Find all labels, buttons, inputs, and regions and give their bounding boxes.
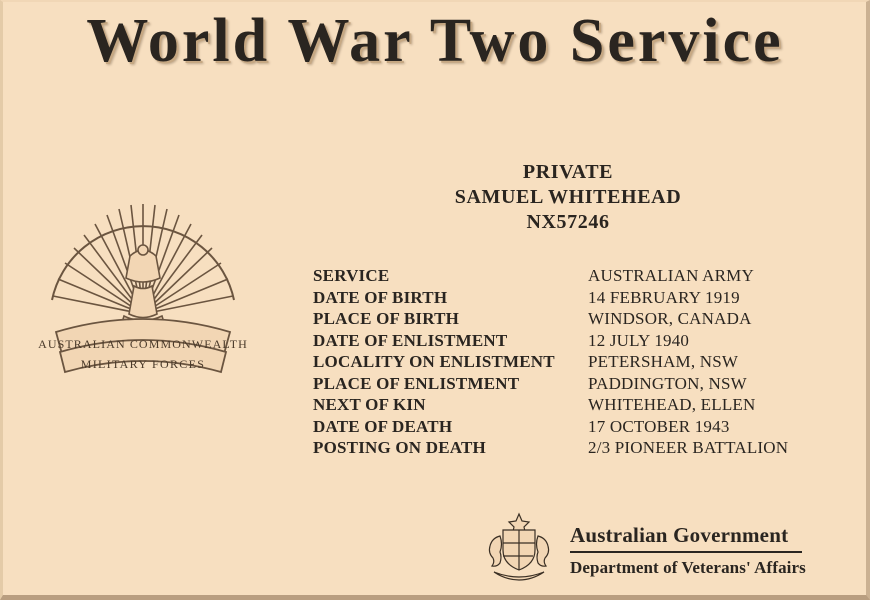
detail-label: POSTING ON DEATH	[313, 438, 486, 457]
detail-value: 14 FEBRUARY 1919	[588, 287, 740, 307]
department-title: Department of Veterans' Affairs	[570, 557, 806, 577]
divider	[570, 551, 802, 553]
detail-label: DATE OF ENLISTMENT	[313, 330, 508, 350]
detail-label: SERVICE	[313, 266, 390, 285]
table-row	[313, 437, 813, 459]
government-title: Australian Government	[570, 523, 789, 548]
detail-value: AUSTRALIAN ARMY	[588, 266, 754, 285]
government-footer	[478, 512, 806, 588]
table-row	[313, 373, 813, 395]
table-row	[313, 330, 813, 352]
table-row	[313, 265, 813, 287]
certificate-title-area	[0, 6, 870, 77]
detail-label: PLACE OF ENLISTMENT	[313, 373, 520, 393]
detail-value: 17 OCTOBER 1943	[588, 416, 730, 436]
detail-value: 2/3 PIONEER BATTALION	[588, 438, 789, 457]
detail-value: 12 JULY 1940	[588, 330, 690, 350]
detail-label: LOCALITY ON ENLISTMENT	[313, 352, 555, 371]
table-row	[313, 351, 813, 373]
service-number-text: NX57246	[526, 211, 610, 233]
commonwealth-coat-of-arms-icon	[478, 512, 560, 588]
detail-value: WHITEHEAD, ELLEN	[588, 395, 756, 414]
government-wordmark	[570, 522, 806, 578]
table-row	[313, 287, 813, 309]
detail-label: PLACE OF BIRTH	[313, 309, 460, 328]
table-row	[313, 308, 813, 330]
page-title: World War Two Service	[86, 7, 784, 75]
detail-value: PADDINGTON, NSW	[588, 373, 747, 393]
rank-text: PRIVATE	[522, 161, 614, 183]
rising-sun-badge-icon	[38, 196, 248, 396]
detail-value: PETERSHAM, NSW	[588, 352, 739, 371]
service-person-block	[318, 160, 818, 235]
detail-label: DATE OF BIRTH	[313, 287, 448, 307]
svg-text:AUSTRALIAN COMMONWEALTH: AUSTRALIAN COMMONWEALTH	[38, 337, 248, 351]
detail-label: NEXT OF KIN	[313, 395, 426, 414]
svg-text:MILITARY FORCES: MILITARY FORCES	[80, 357, 206, 371]
detail-label: DATE OF DEATH	[313, 416, 453, 436]
detail-value: WINDSOR, CANADA	[588, 309, 752, 328]
name-text: SAMUEL WHITEHEAD	[454, 186, 682, 208]
service-details-table	[313, 265, 813, 459]
table-row	[313, 416, 813, 438]
table-row	[313, 394, 813, 416]
